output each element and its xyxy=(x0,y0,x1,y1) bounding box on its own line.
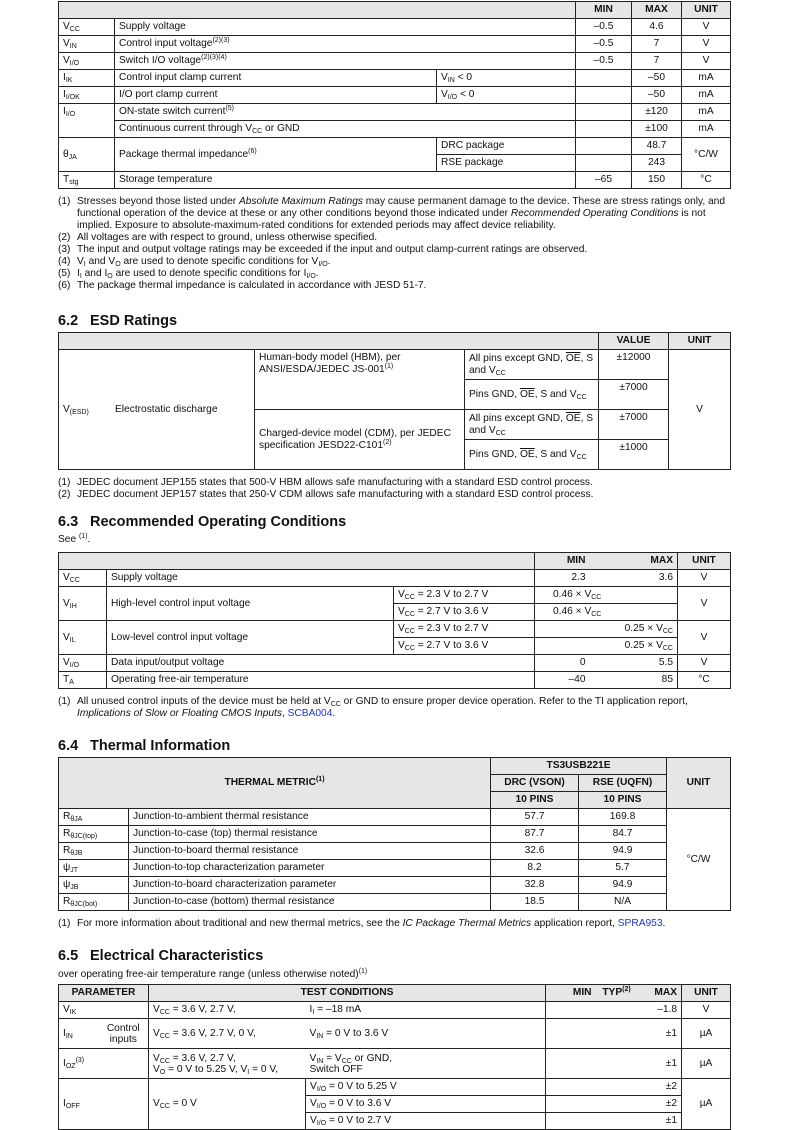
symbol: $R_{\theta JB}$ xyxy=(59,843,129,860)
min-value: –0.5 xyxy=(576,19,632,36)
esd-model-cdm: Charged-device model (CDM), per JEDEC specification JESD22-C101$^{(2)}$ xyxy=(255,410,465,470)
condition: $V_{I/O} = 0$ V to 2.7 V xyxy=(306,1113,546,1130)
unit: µA xyxy=(682,1019,731,1049)
symbol: $V_{IL}$ xyxy=(59,621,107,655)
symbol: $R_{\theta JC(top)}$ xyxy=(59,826,129,843)
footnote: (1) All unused control inputs of the device must be held at $V_{CC}$ or GND to ensure proper device operation. Refer to the TI application report, Implications of Slow or Floating CMOS Inputs, SCBA004. xyxy=(58,696,688,719)
max-value: 5.5 xyxy=(590,655,678,672)
parameter: Junction-to-case (bottom) thermal resistance xyxy=(129,894,491,911)
elec-section xyxy=(58,946,730,1130)
header-unit: UNIT xyxy=(669,333,731,350)
max-value: 7 xyxy=(632,36,682,53)
header-min: MIN xyxy=(535,553,590,570)
drc-value: 32.8 xyxy=(491,877,579,894)
header-min: MIN xyxy=(576,2,632,19)
condition: $V_{IN} = V_{CC}$ or GND, Switch OFF xyxy=(306,1049,546,1079)
table-row xyxy=(59,826,731,843)
condition: $V_{CC} = 2.3$ V to 2.7 V xyxy=(394,621,535,638)
table-row xyxy=(59,570,731,587)
abs-max-table xyxy=(58,1,731,189)
min-value: –0.5 xyxy=(576,53,632,70)
rse-value: 94.9 xyxy=(579,877,667,894)
unit: mA xyxy=(682,121,731,138)
header-blank xyxy=(59,333,599,350)
max-value: ±120 xyxy=(632,104,682,121)
drc-value: 8.2 xyxy=(491,860,579,877)
header-blank xyxy=(59,553,535,570)
header-unit: UNIT xyxy=(682,985,731,1002)
roc-table xyxy=(58,552,731,689)
esd-value: ±1000 xyxy=(599,440,669,470)
symbol: $V_{CC}$ xyxy=(59,570,107,587)
table-row xyxy=(59,894,731,911)
parameter: Switch I/O voltage$^{(2)(3)(4)}$ xyxy=(115,53,576,70)
unit: V xyxy=(678,587,731,621)
esd-footnotes xyxy=(58,477,730,501)
max-value: $0.25 \times V_{CC}$ xyxy=(535,638,678,655)
table-row xyxy=(59,53,731,70)
table-row xyxy=(59,121,731,138)
footnote: (4) $V_I$ and $V_O$ are used to denote specific conditions for $V_{I/O}$. xyxy=(58,256,331,268)
min-value xyxy=(576,138,632,155)
symbol: $R_{\theta JA}$ xyxy=(59,809,129,826)
max-value: –50 xyxy=(632,70,682,87)
symbol: $V_{I/O}$ xyxy=(59,655,107,672)
table-header xyxy=(59,985,731,1002)
unit: µA xyxy=(682,1049,731,1079)
table-row xyxy=(59,655,731,672)
header-unit: UNIT xyxy=(682,2,731,19)
table-row xyxy=(59,621,731,638)
parameter: Supply voltage xyxy=(115,19,576,36)
header-pins-rse: 10 PINS xyxy=(579,792,667,809)
symbol: $V_{IN}$ xyxy=(59,36,115,53)
max-value: ±1 xyxy=(546,1113,682,1130)
footnote: (1) JEDEC document JEP155 states that 500-V HBM allows safe manufacturing with a standard ESD control process. xyxy=(58,477,593,488)
esd-value: ±12000 xyxy=(599,350,669,380)
esd-value: ±7000 xyxy=(599,380,669,410)
footnote: (1) For more information about traditional and new thermal metrics, see the IC Package Thermal Metrics application report, SPRA953. xyxy=(58,918,666,929)
unit: V xyxy=(682,19,731,36)
drc-value: 32.6 xyxy=(491,843,579,860)
parameter: Junction-to-board characterization parameter xyxy=(129,877,491,894)
header-test-conditions: TEST CONDITIONS xyxy=(149,985,546,1002)
condition: $V_{CC} = 0$ V xyxy=(149,1079,306,1130)
unit: µA xyxy=(682,1079,731,1130)
table-row xyxy=(59,1002,731,1019)
table-row xyxy=(59,877,731,894)
esd-pins: All pins except GND, $\overline{OE}$, S and $V_{CC}$ xyxy=(465,410,599,440)
unit: mA xyxy=(682,70,731,87)
min-value: 2.3 xyxy=(535,570,590,587)
max-value: $0.25 \times V_{CC}$ xyxy=(535,621,678,638)
esd-section xyxy=(58,311,730,501)
rse-value: 169.8 xyxy=(579,809,667,826)
symbol: $I_{OZ}^{(3)}$ xyxy=(59,1049,149,1079)
condition: DRC package xyxy=(437,138,576,155)
table-header xyxy=(59,758,731,775)
rse-value: 5.7 xyxy=(579,860,667,877)
roc-footnotes xyxy=(58,696,730,720)
see-note: See $^{(1)}$. xyxy=(58,533,91,545)
abs-max-footnotes xyxy=(58,196,730,292)
abs-max-section xyxy=(58,1,730,292)
unit: V xyxy=(682,1002,731,1019)
thermal-footnotes xyxy=(58,918,730,930)
section-heading: 6.5 Electrical Characteristics xyxy=(58,948,264,964)
max-value: ±2 xyxy=(546,1096,682,1113)
unit: V xyxy=(678,655,731,672)
parameter: Control input clamp current xyxy=(115,70,437,87)
symbol: $\psi_{JB}$ xyxy=(59,877,129,894)
max-value: –50 xyxy=(632,87,682,104)
header-device: TS3USB221E xyxy=(491,758,667,775)
table-row xyxy=(59,672,731,689)
drc-value: 57.7 xyxy=(491,809,579,826)
section-heading: 6.4 Thermal Information xyxy=(58,738,231,754)
min-value: $0.46 \times V_{CC}$ xyxy=(535,604,678,621)
parameter: ON-state switch current$^{(5)}$ xyxy=(115,104,576,121)
footnote: (3) The input and output voltage ratings may be exceeded if the input and output clamp-current ratings are observed. xyxy=(58,244,588,255)
symbol: $\theta_{JA}$ xyxy=(59,138,115,172)
header-max: MAX xyxy=(632,2,682,19)
max-value: 4.6 xyxy=(632,19,682,36)
parameter: Package thermal impedance$^{(6)}$ xyxy=(115,138,437,172)
esd-table xyxy=(58,332,731,470)
thermal-section xyxy=(58,736,730,930)
parameter: Data input/output voltage xyxy=(107,655,535,672)
min-value xyxy=(576,121,632,138)
rse-value: N/A xyxy=(579,894,667,911)
unit: °C/W xyxy=(682,138,731,172)
unit: °C/W xyxy=(667,809,731,911)
min-value xyxy=(576,155,632,172)
header-typ: TYP$^{(2)}$ xyxy=(596,985,638,1002)
max-value: ±100 xyxy=(632,121,682,138)
unit: V xyxy=(678,570,731,587)
max-value: 243 xyxy=(632,155,682,172)
footnote: (5) $I_I$ and $I_O$ are used to denote specific conditions for $I_{I/O}$. xyxy=(58,268,319,280)
parameter: Junction-to-top characterization parameter xyxy=(129,860,491,877)
symbol: $V_{IH}$ xyxy=(59,587,107,621)
footnote: (6) The package thermal impedance is calculated in accordance with JESD 51-7. xyxy=(58,280,427,291)
table-row xyxy=(59,104,731,121)
header-min: MIN xyxy=(546,985,596,1002)
rse-value: 84.7 xyxy=(579,826,667,843)
min-value: $0.46 \times V_{CC}$ xyxy=(535,587,678,604)
symbol: $R_{\theta JC(bot)}$ xyxy=(59,894,129,911)
symbol: $I_{IK}$ xyxy=(59,70,115,87)
condition: $V_{I/O} < 0$ xyxy=(437,87,576,104)
thermal-table xyxy=(58,757,731,911)
unit: °C xyxy=(682,172,731,189)
parameter: Low-level control input voltage xyxy=(107,621,394,655)
symbol: $T_A$ xyxy=(59,672,107,689)
condition: $V_{CC} = 2.7$ V to 3.6 V xyxy=(394,638,535,655)
max-value: –1.8 xyxy=(546,1002,682,1019)
max-value: 7 xyxy=(632,53,682,70)
symbol: $I_{OFF}$ xyxy=(59,1079,149,1130)
parameter: Supply voltage xyxy=(107,570,535,587)
symbol: $V_{I/O}$ xyxy=(59,53,115,70)
table-row xyxy=(59,1079,731,1096)
symbol: $V_{IK}$ xyxy=(59,1002,149,1019)
parameter: Continuous current through $V_{CC}$ or GND xyxy=(115,121,576,138)
table-row xyxy=(59,19,731,36)
header-unit: UNIT xyxy=(678,553,731,570)
unit: V xyxy=(669,350,731,470)
parameter: Junction-to-ambient thermal resistance xyxy=(129,809,491,826)
drc-value: 18.5 xyxy=(491,894,579,911)
header-blank xyxy=(59,2,576,19)
max-value: ±1 xyxy=(546,1049,682,1079)
table-header xyxy=(59,333,731,350)
max-value: 85 xyxy=(590,672,678,689)
condition: $V_{CC} = 2.3$ V to 2.7 V xyxy=(394,587,535,604)
min-value: –0.5 xyxy=(576,36,632,53)
unit: V xyxy=(678,621,731,655)
esd-pins: Pins GND, $\overline{OE}$, S and $V_{CC}$ xyxy=(465,440,599,470)
table-row xyxy=(59,172,731,189)
esd-value: ±7000 xyxy=(599,410,669,440)
esd-pins: Pins GND, $\overline{OE}$, S and $V_{CC}$ xyxy=(465,380,599,410)
header-pins-drc: 10 PINS xyxy=(491,792,579,809)
rse-value: 94.9 xyxy=(579,843,667,860)
section-heading: 6.3 Recommended Operating Conditions xyxy=(58,514,347,530)
parameter: High-level control input voltage xyxy=(107,587,394,621)
footnote: (2) JEDEC document JEP157 states that 250-V CDM allows safe manufacturing with a standard ESD control process. xyxy=(58,489,594,500)
table-row xyxy=(59,809,731,826)
table-row xyxy=(59,36,731,53)
table-row xyxy=(59,843,731,860)
table-row xyxy=(59,1049,731,1079)
drc-value: 87.7 xyxy=(491,826,579,843)
esd-pins: All pins except GND, $\overline{OE}$, S and $V_{CC}$ xyxy=(465,350,599,380)
table-row xyxy=(59,860,731,877)
symbol: $I_{IN}$ xyxy=(59,1019,99,1049)
symbol: $\psi_{JT}$ xyxy=(59,860,129,877)
min-value: –40 xyxy=(535,672,590,689)
scba004-link[interactable]: SCBA004 xyxy=(287,708,333,719)
footnote: (1) Stresses beyond those listed under Absolute Maximum Ratings may cause permanent damage to the device. These are stress ratings only, and functional operation of the device at these or any other conditions beyond those indicated under Recommended Operating Conditions is not implied. Exposure to absolute-maximum-rated conditions for extended periods may affect device reliability. xyxy=(58,196,726,231)
condition: $I_I = -18$ mA xyxy=(306,1002,546,1019)
table-row xyxy=(59,87,731,104)
unit: V xyxy=(682,53,731,70)
header-value: VALUE xyxy=(599,333,669,350)
table-row xyxy=(59,138,731,155)
condition: $V_{CC} = 3.6$ V, 2.7 V, $V_O = 0$ V to 5.25 V, $V_I = 0$ V, xyxy=(149,1049,306,1079)
min-value: –65 xyxy=(576,172,632,189)
parameter: Operating free-air temperature xyxy=(107,672,535,689)
max-value: 150 xyxy=(632,172,682,189)
condition: $V_{IN} = 0$ V to 3.6 V xyxy=(306,1019,546,1049)
parameter: Storage temperature xyxy=(115,172,576,189)
symbol: $V_{CC}$ xyxy=(59,19,115,36)
table-header xyxy=(59,2,731,19)
symbol: $I_{I/O}$ xyxy=(59,104,115,138)
table-header xyxy=(59,553,731,570)
min-value xyxy=(576,70,632,87)
max-value: 3.6 xyxy=(590,570,678,587)
unit: mA xyxy=(682,87,731,104)
max-value: ±2 xyxy=(546,1079,682,1096)
symbol: $T_{stg}$ xyxy=(59,172,115,189)
table-row xyxy=(59,587,731,604)
min-value xyxy=(576,87,632,104)
min-value: 0 xyxy=(535,655,590,672)
parameter: Control inputs xyxy=(99,1019,149,1049)
unit: V xyxy=(682,36,731,53)
header-parameter: PARAMETER xyxy=(59,985,149,1002)
header-max: MAX xyxy=(638,985,682,1002)
condition: $V_{CC} = 3.6$ V, 2.7 V, 0 V, xyxy=(149,1019,306,1049)
elec-subtitle: over operating free-air temperature range (unless otherwise noted)$^{(1)}$ xyxy=(58,968,368,980)
header-max: MAX xyxy=(590,553,678,570)
condition: $V_{IN} < 0$ xyxy=(437,70,576,87)
table-row xyxy=(59,350,731,380)
table-row xyxy=(59,1019,731,1049)
condition: $V_{I/O} = 0$ V to 5.25 V xyxy=(306,1079,546,1096)
unit: mA xyxy=(682,104,731,121)
condition: $V_{CC} = 2.7$ V to 3.6 V xyxy=(394,604,535,621)
footnote: (2) All voltages are with respect to ground, unless otherwise specified. xyxy=(58,232,378,243)
header-pkg-rse: RSE (UQFN) xyxy=(579,775,667,792)
section-heading: 6.2 ESD Ratings xyxy=(58,313,178,329)
roc-section xyxy=(58,512,730,720)
max-value: ±1 xyxy=(546,1019,682,1049)
min-value xyxy=(576,104,632,121)
condition: $V_{I/O} = 0$ V to 3.6 V xyxy=(306,1096,546,1113)
unit: °C xyxy=(678,672,731,689)
header-unit: UNIT xyxy=(667,758,731,809)
max-value: 48.7 xyxy=(632,138,682,155)
header-pkg-drc: DRC (VSON) xyxy=(491,775,579,792)
parameter: Junction-to-case (top) thermal resistance xyxy=(129,826,491,843)
table-row xyxy=(59,70,731,87)
elec-table xyxy=(58,984,731,1130)
parameter: Junction-to-board thermal resistance xyxy=(129,843,491,860)
symbol: $I_{I/OK}$ xyxy=(59,87,115,104)
condition: RSE package xyxy=(437,155,576,172)
parameter: Control input voltage$^{(2)(3)}$ xyxy=(115,36,576,53)
parameter: I/O port clamp current xyxy=(115,87,437,104)
condition: $V_{CC} = 3.6$ V, 2.7 V, xyxy=(149,1002,306,1019)
spra953-link[interactable]: SPRA953 xyxy=(617,918,663,929)
esd-model-hbm: Human-body model (HBM), per ANSI/ESDA/JEDEC JS-001$^{(1)}$ xyxy=(255,350,465,410)
header-thermal-metric: THERMAL METRIC$^{(1)}$ xyxy=(59,758,491,809)
esd-symbol-param: $V_{(ESD)}$ Electrostatic discharge xyxy=(59,350,255,470)
